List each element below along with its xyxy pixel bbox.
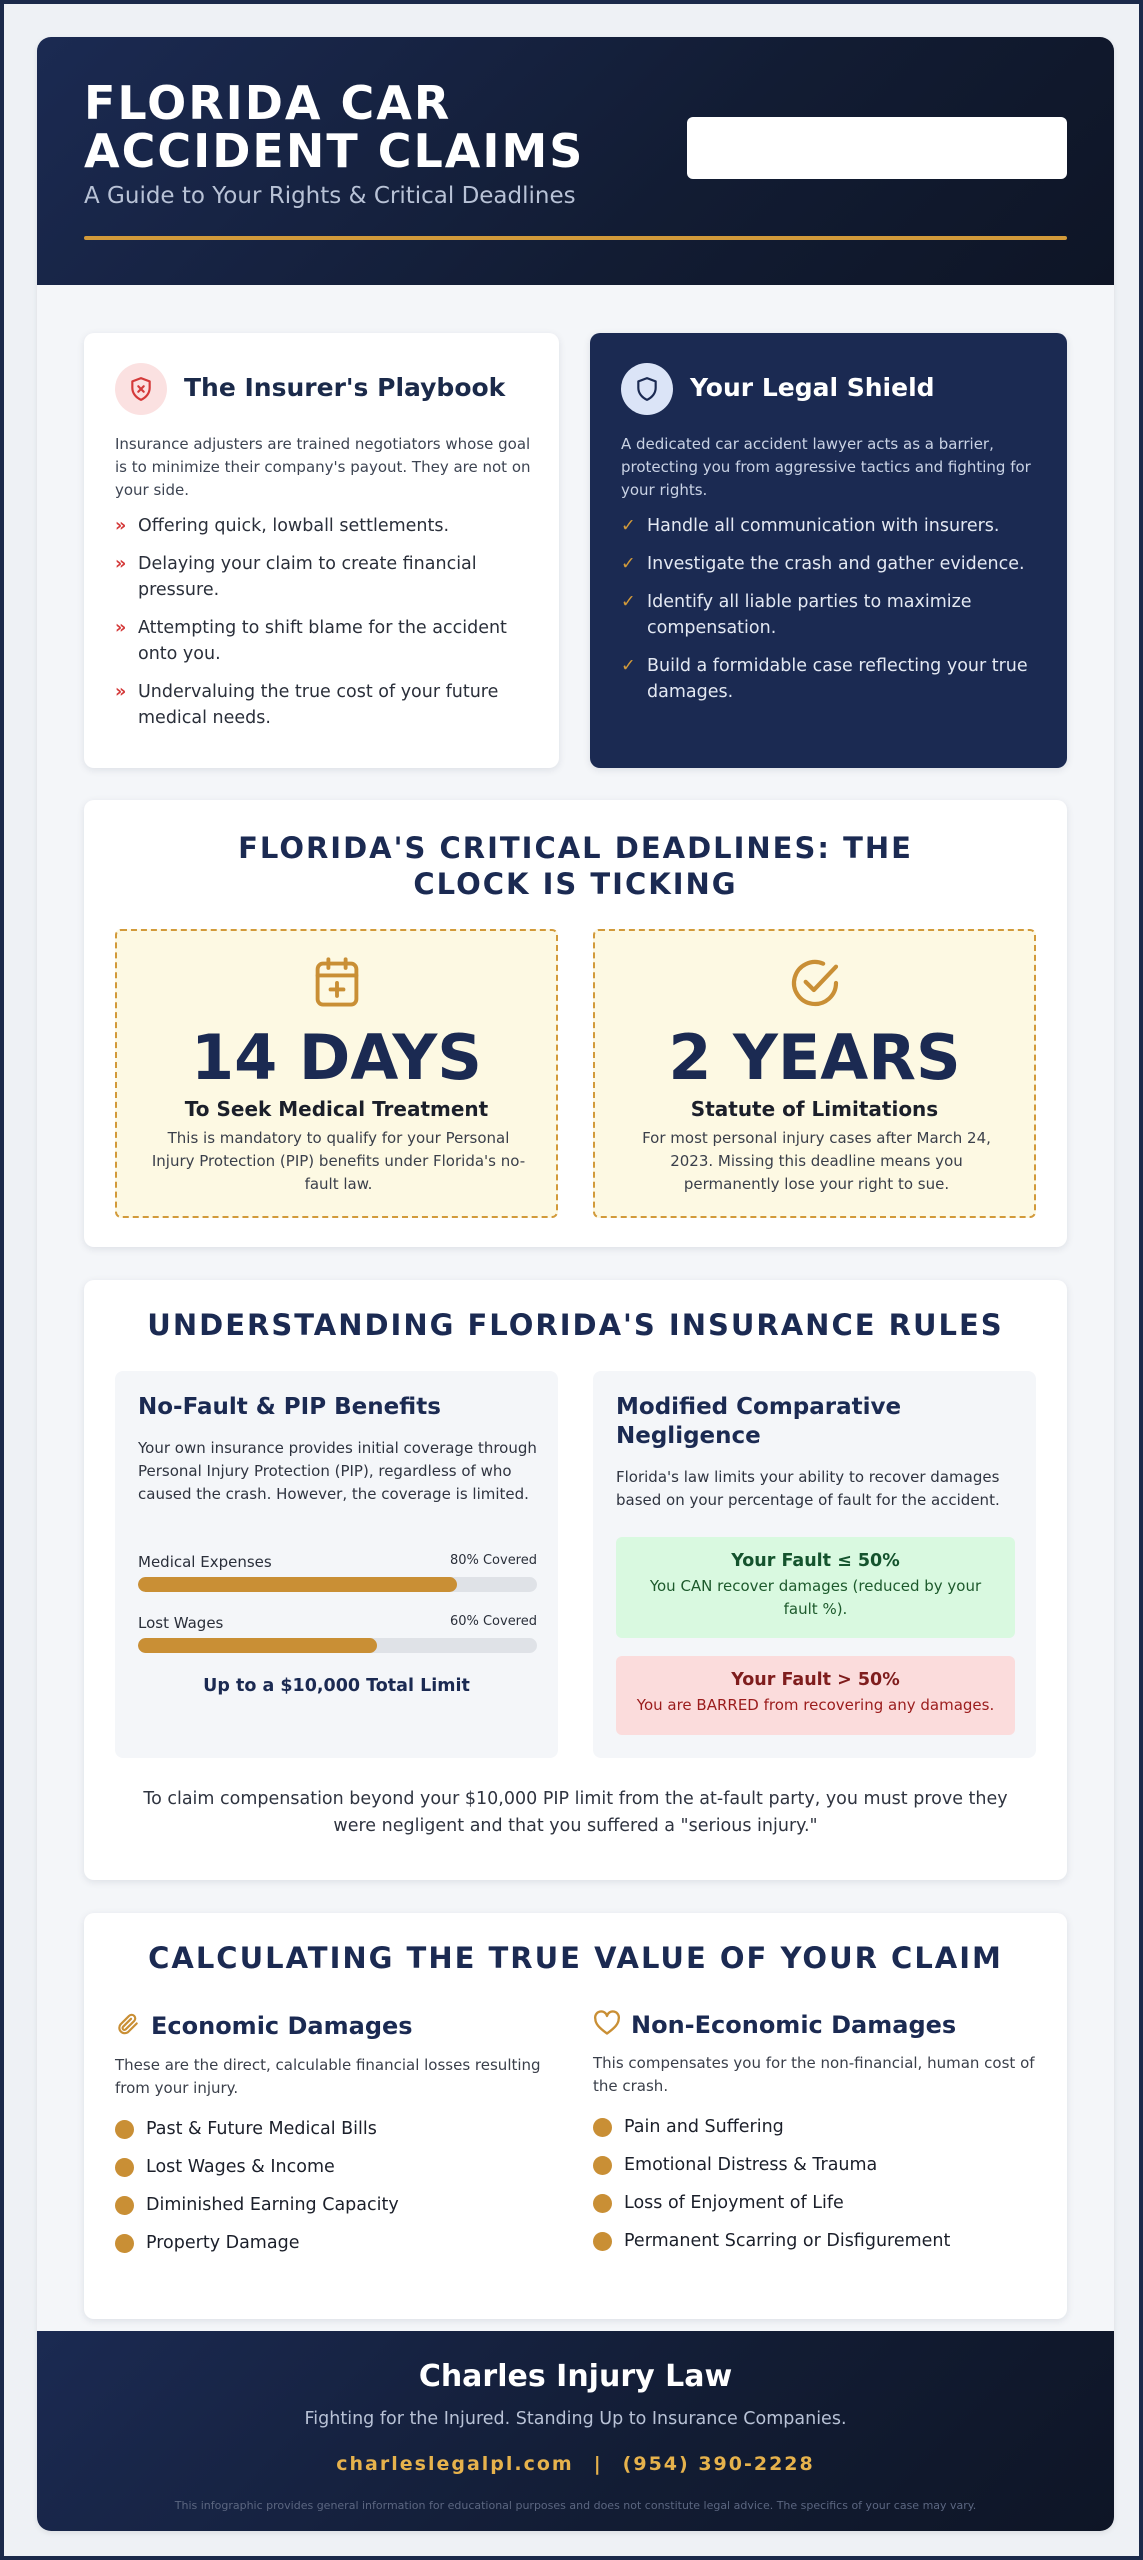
- legal-shield-title: Your Legal Shield: [690, 373, 935, 402]
- list-item: Property Damage: [115, 2224, 558, 2262]
- checkmark-icon: ✓: [621, 516, 636, 536]
- calendar-plus-icon: [311, 955, 363, 1015]
- list-item: ✓ Investigate the crash and gather evidence.: [621, 551, 1041, 577]
- list-item: Pain and Suffering: [593, 2108, 1036, 2146]
- negligence-panel: [593, 1371, 1036, 1758]
- list-item: » Offering quick, lowball settlements.: [115, 513, 535, 539]
- coverage-bar-note: 60% Covered: [449, 1614, 537, 1629]
- deadline-label: To Seek Medical Treatment: [184, 1097, 489, 1121]
- fault-allowed-box: [616, 1537, 1015, 1638]
- header: [37, 37, 1114, 285]
- deadline-card: [593, 929, 1036, 1218]
- legal-shield-intro: A dedicated car accident lawyer acts as a barrier, protecting you from aggressive tactics and fighting for your rights.: [621, 435, 1031, 499]
- deadlines-title: FLORIDA'S CRITICAL DEADLINES: THE CLOCK IS TICKING: [238, 831, 913, 901]
- coverage-bar-track: [138, 1577, 537, 1592]
- pip-panel: [115, 1371, 558, 1758]
- shield-icon: [621, 363, 673, 415]
- pip-title: No-Fault & PIP Benefits: [138, 1394, 441, 1420]
- coverage-bar-fill: [138, 1638, 377, 1653]
- list-item: » Undervaluing the true cost of your future medical needs.: [115, 679, 535, 731]
- economic-damages-list: [115, 2110, 558, 2262]
- bullet-dot-icon: [593, 2194, 612, 2213]
- negligence-title: Modified Comparative Negligence: [616, 1394, 902, 1449]
- bullet-dot-icon: [593, 2232, 612, 2251]
- bullet-dot-icon: [115, 2234, 134, 2253]
- website-link[interactable]: charleslegalpl.com: [336, 2453, 574, 2475]
- pip-limit: Up to a $10,000 Total Limit: [203, 1676, 470, 1696]
- firm-contact: [37, 2453, 1114, 2475]
- bullet-dot-icon: [115, 2120, 134, 2139]
- contact-separator: |: [593, 2453, 603, 2475]
- list-item: Past & Future Medical Bills: [115, 2110, 558, 2148]
- negligence-text: Florida's law limits your ability to recover damages based on your percentage of fault for the accident.: [616, 1468, 1000, 1509]
- insurance-footnote: To claim compensation beyond your $10,000 PIP limit from the at-fault party, you must prove they were negligent and that you suffered a "serious injury.": [143, 1789, 1008, 1836]
- disclaimer: This infographic provides general information for educational purposes and does not constitute legal advice. The specifics of your case may vary.: [174, 2499, 977, 2512]
- coverage-bar-label: Lost Wages: [138, 1614, 224, 1632]
- chevron-bullet-icon: »: [115, 554, 127, 574]
- fault-barred-title: Your Fault > 50%: [731, 1670, 900, 1690]
- chevron-bullet-icon: »: [115, 682, 127, 702]
- list-item: Permanent Scarring or Disfigurement: [593, 2222, 1036, 2260]
- fault-allowed-title: Your Fault ≤ 50%: [731, 1551, 900, 1571]
- bullet-dot-icon: [593, 2156, 612, 2175]
- deadlines-section: [84, 800, 1067, 1247]
- legal-shield-list: [621, 513, 1041, 717]
- non-economic-damages-title: Non-Economic Damages: [631, 2011, 957, 2039]
- check-circle-icon: [787, 955, 843, 1015]
- checkmark-icon: ✓: [621, 656, 636, 676]
- bullet-dot-icon: [115, 2196, 134, 2215]
- coverage-bar-fill: [138, 1577, 457, 1592]
- playbook-title: The Insurer's Playbook: [184, 373, 506, 402]
- fault-barred-box: [616, 1656, 1015, 1735]
- list-item: ✓ Handle all communication with insurers.: [621, 513, 1041, 539]
- fault-allowed-text: You CAN recover damages (reduced by your fault %).: [649, 1577, 982, 1618]
- deadline-description: For most personal injury cases after March 24, 2023. Missing this deadline means you permanently lose your right to sue.: [642, 1129, 991, 1193]
- list-item: Lost Wages & Income: [115, 2148, 558, 2186]
- deadline-value: 2 YEARS: [668, 1021, 961, 1094]
- firm-name: Charles Injury Law: [418, 2359, 733, 2394]
- insurance-rules-section: [84, 1280, 1067, 1880]
- legal-shield-card: [590, 333, 1067, 768]
- heart-icon: [593, 2010, 621, 2040]
- deadline-card: [115, 929, 558, 1218]
- coverage-bar-track: [138, 1638, 537, 1653]
- fault-barred-text: You are BARRED from recovering any damages.: [636, 1696, 995, 1714]
- insurer-playbook-card: [84, 333, 559, 768]
- logo-placeholder: [687, 117, 1067, 179]
- infographic: [37, 37, 1114, 2531]
- list-item: » Attempting to shift blame for the accident onto you.: [115, 615, 535, 667]
- non-economic-damages-list: [593, 2108, 1036, 2260]
- playbook-intro: Insurance adjusters are trained negotiators whose goal is to minimize their company's payout. They are not on your side.: [115, 435, 531, 499]
- footer: [37, 2331, 1114, 2531]
- non-economic-damages-intro: This compensates you for the non-financial, human cost of the crash.: [593, 2054, 1035, 2095]
- coverage-bar: [138, 1553, 537, 1592]
- playbook-list: [115, 513, 535, 743]
- page-title: FLORIDA CAR ACCIDENT CLAIMS: [84, 76, 585, 178]
- claim-value-section: [84, 1913, 1067, 2319]
- chevron-bullet-icon: »: [115, 618, 127, 638]
- deadline-value: 14 DAYS: [191, 1021, 482, 1094]
- insurance-title: UNDERSTANDING FLORIDA'S INSURANCE RULES: [147, 1308, 1004, 1342]
- page-subtitle: A Guide to Your Rights & Critical Deadlines: [84, 183, 576, 209]
- paperclip-icon: [115, 2010, 141, 2042]
- list-item: » Delaying your claim to create financial pressure.: [115, 551, 535, 603]
- checkmark-icon: ✓: [621, 592, 636, 612]
- bullet-dot-icon: [593, 2118, 612, 2137]
- economic-damages-title: Economic Damages: [151, 2012, 413, 2040]
- bullet-dot-icon: [115, 2158, 134, 2177]
- coverage-bar-note: 80% Covered: [449, 1553, 537, 1568]
- coverage-bar: [138, 1614, 537, 1653]
- claim-value-title: CALCULATING THE TRUE VALUE OF YOUR CLAIM: [148, 1941, 1003, 1975]
- non-economic-damages: [593, 2010, 1036, 2260]
- pip-text: Your own insurance provides initial coverage through Personal Injury Protection (PIP), regardless of who caused the crash. However, the coverage is limited.: [138, 1439, 537, 1503]
- coverage-bar-label: Medical Expenses: [138, 1553, 272, 1571]
- list-item: Emotional Distress & Trauma: [593, 2146, 1036, 2184]
- list-item: Loss of Enjoyment of Life: [593, 2184, 1036, 2222]
- phone-link[interactable]: (954) 390-2228: [622, 2453, 815, 2475]
- chevron-bullet-icon: »: [115, 516, 127, 536]
- list-item: ✓ Identify all liable parties to maximize compensation.: [621, 589, 1041, 641]
- economic-damages-intro: These are the direct, calculable financial losses resulting from your injury.: [115, 2056, 541, 2097]
- deadline-label: Statute of Limitations: [690, 1097, 939, 1121]
- checkmark-icon: ✓: [621, 554, 636, 574]
- firm-tagline: Fighting for the Injured. Standing Up to Insurance Companies.: [304, 2409, 847, 2429]
- economic-damages: [115, 2010, 558, 2262]
- list-item: Diminished Earning Capacity: [115, 2186, 558, 2224]
- list-item: ✓ Build a formidable case reflecting your true damages.: [621, 653, 1041, 705]
- shield-x-icon: [115, 363, 167, 415]
- header-divider: [84, 236, 1067, 240]
- deadline-description: This is mandatory to qualify for your Personal Injury Protection (PIP) benefits under Florida's no-fault law.: [151, 1129, 526, 1193]
